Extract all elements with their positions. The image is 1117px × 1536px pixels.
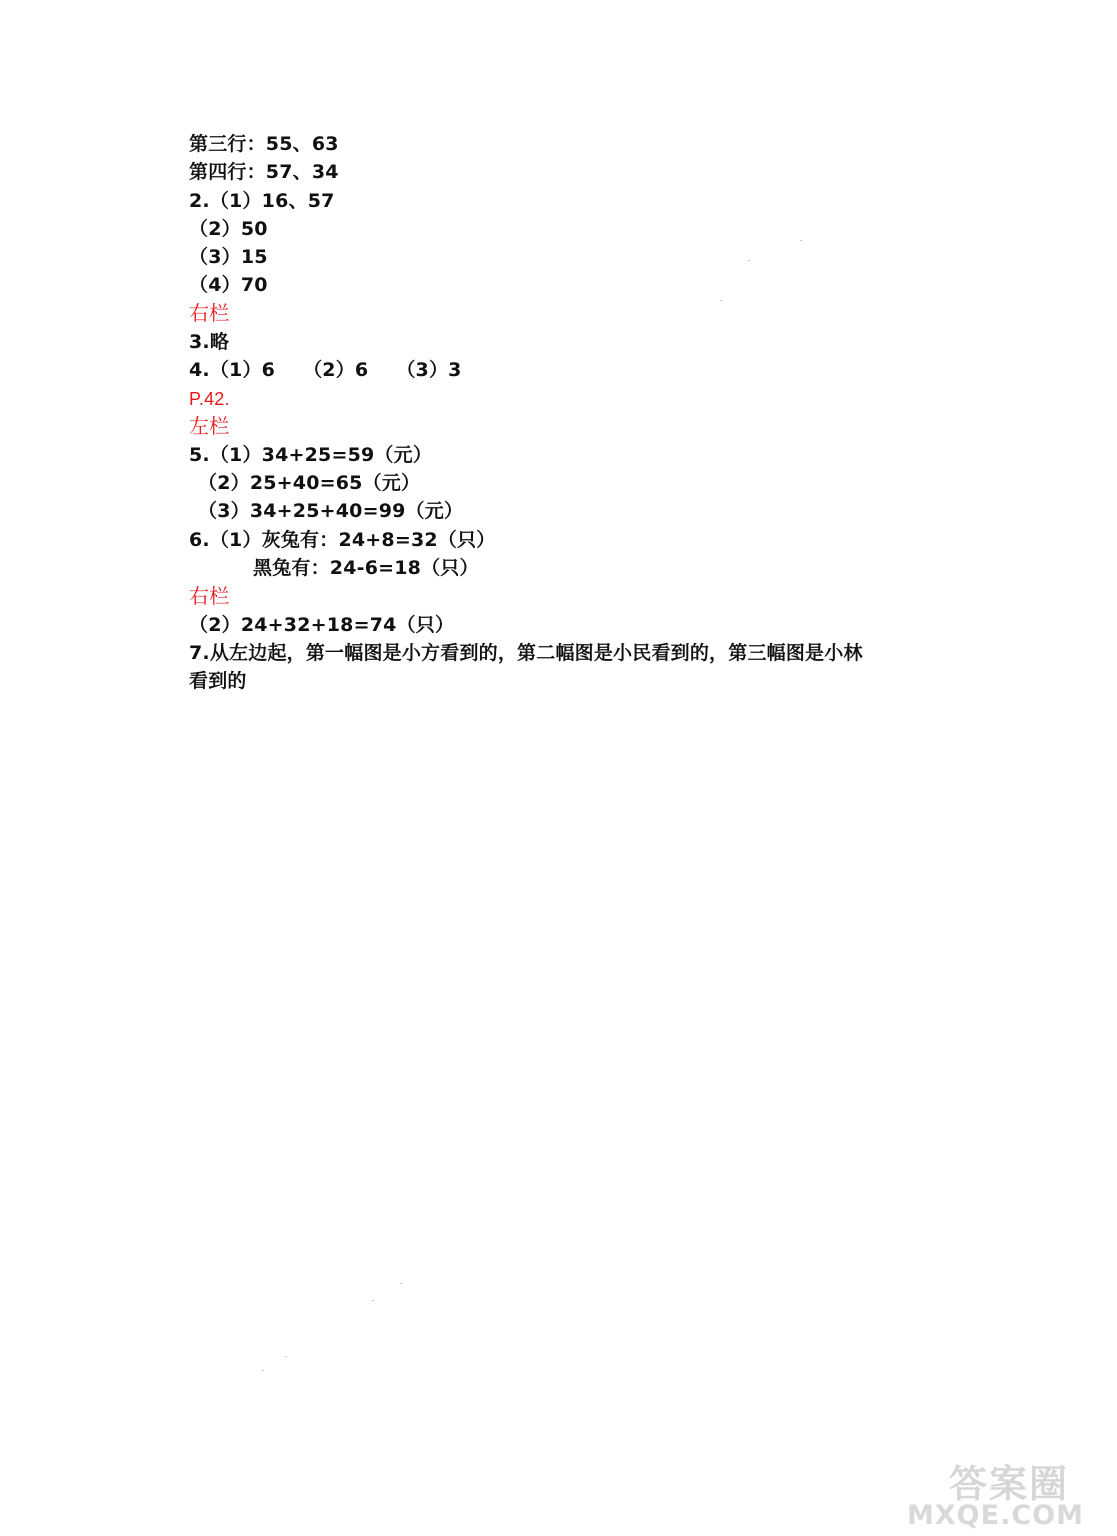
answer-q4-part2: （2）6 [303, 359, 369, 381]
scan-speck [372, 1300, 374, 1301]
answer-line-row3: 第三行：55、63 [189, 133, 339, 155]
section-heading-right-column-2: 右栏 [189, 584, 230, 608]
answer-q4-part3: （3）3 [396, 359, 462, 381]
answer-line-q4 [189, 357, 462, 383]
answer-line-q7: 7.从左边起，第一幅图是小方看到的，第二幅图是小民看到的，第三幅图是小林 [189, 642, 863, 664]
answer-line-q2-4: （4）70 [189, 274, 268, 296]
answer-line-q7-cont: 看到的 [189, 670, 247, 692]
answer-line-q6-1: 6.（1）灰兔有：24+8=32（只） [189, 529, 496, 551]
scan-speck [748, 260, 750, 261]
answer-line-q5-1: 5.（1）34+25=59（元） [189, 444, 433, 466]
answer-line-q5-2: （2）25+40=65（元） [198, 472, 421, 494]
answer-line-q6-1b: 黑兔有：24-6=18（只） [253, 557, 479, 579]
answer-line-q3: 3.略 [189, 331, 230, 353]
watermark-logo-text: 答案圈 [949, 1461, 1070, 1506]
answer-line-q5-3: （3）34+25+40=99（元） [198, 500, 464, 522]
scan-speck [262, 1370, 264, 1371]
section-heading-left-column: 左栏 [189, 414, 230, 438]
site-watermark [907, 1461, 1107, 1531]
scan-speck [800, 240, 802, 241]
answer-line-q2-1: 2.（1）16、57 [189, 190, 335, 212]
scan-speck [400, 1283, 402, 1284]
section-heading-right-column: 右栏 [189, 301, 230, 325]
answer-line-q2-3: （3）15 [189, 246, 268, 268]
watermark-url: MXQE.COM [907, 1500, 1084, 1531]
answer-line-row4: 第四行：57、34 [189, 161, 339, 183]
answer-q4-part1: 4.（1）6 [189, 359, 276, 381]
answer-line-q2-2: （2）50 [189, 218, 268, 240]
page-reference: P.42. [189, 389, 230, 409]
scan-speck [720, 300, 722, 301]
answer-line-q6-2: （2）24+32+18=74（只） [189, 614, 455, 636]
scan-speck [285, 1356, 287, 1357]
